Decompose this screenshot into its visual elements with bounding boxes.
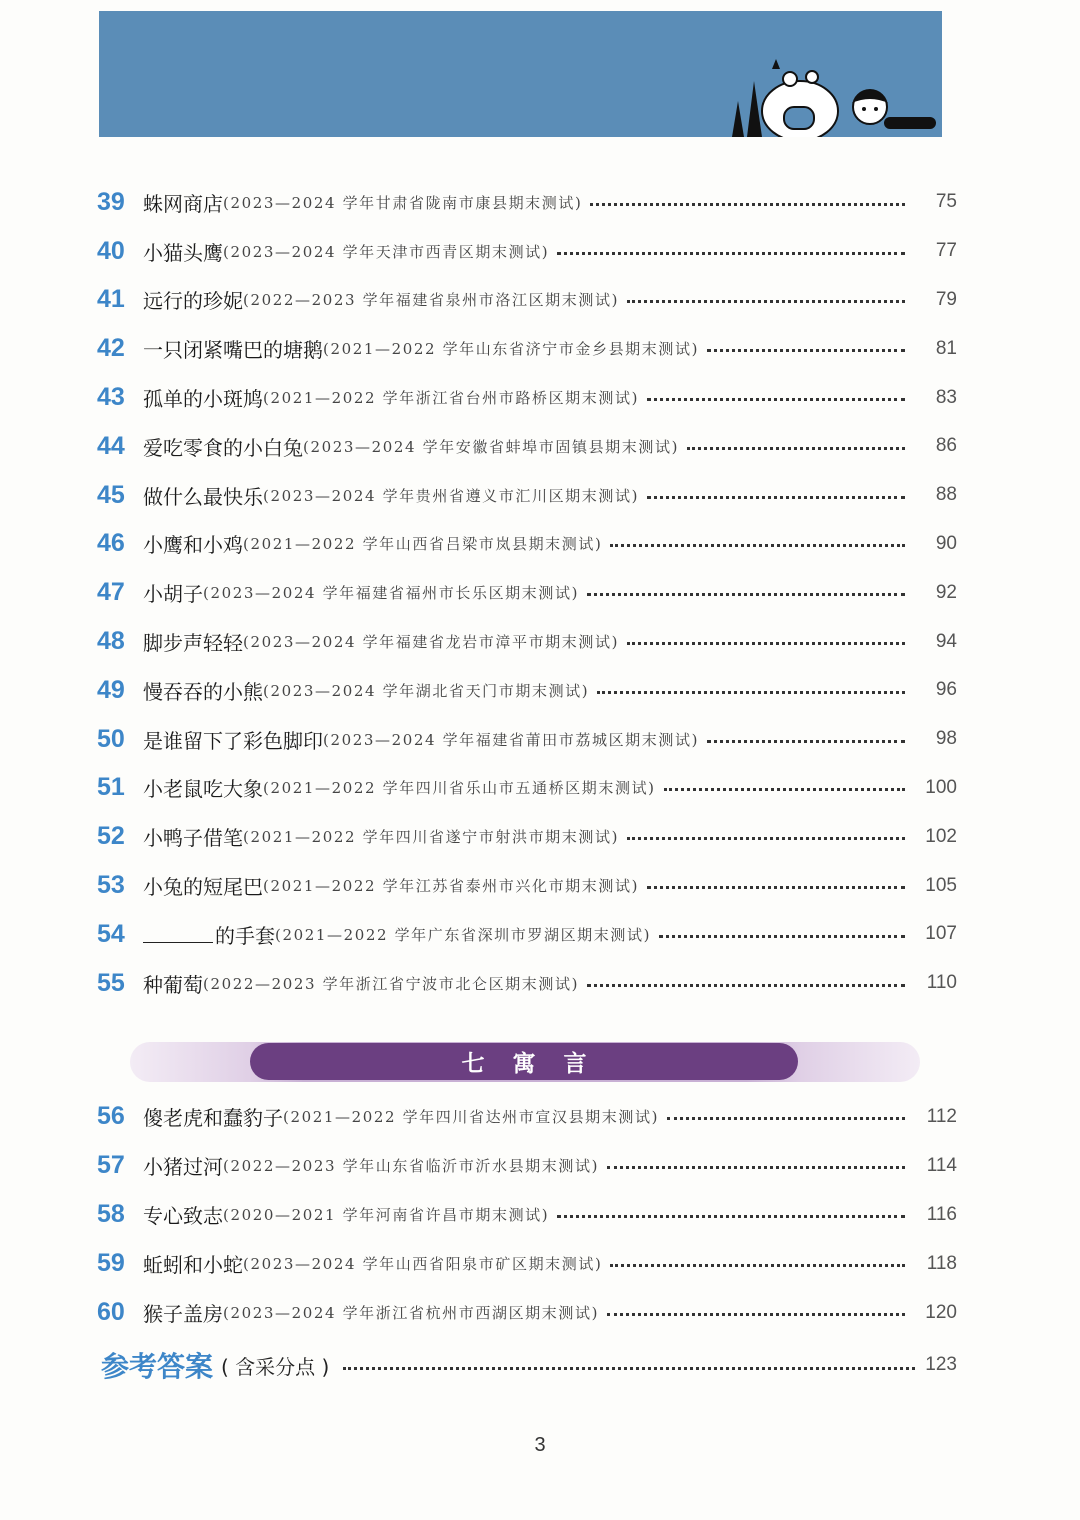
dot-leader <box>597 691 905 694</box>
entry-title: 种葡萄 <box>143 972 203 997</box>
entry-number: 53 <box>97 871 125 900</box>
entry-title: 慢吞吞的小熊 <box>143 679 263 704</box>
entry-source: (2023—2024 学年浙江省杭州市西湖区期末测试) <box>223 1304 600 1322</box>
toc-entry[interactable] <box>97 227 957 276</box>
entry-source: (2020—2021 学年河南省许昌市期末测试) <box>223 1206 550 1224</box>
entry-page: 96 <box>935 679 957 701</box>
entry-source: (2023—2024 学年湖北省天门市期末测试) <box>263 681 590 700</box>
entry-number: 47 <box>97 578 125 607</box>
entry-page: 79 <box>935 288 957 310</box>
entry-number: 40 <box>97 236 125 265</box>
header-illustration <box>692 11 942 137</box>
entry-page: 107 <box>925 923 957 945</box>
entry-page: 112 <box>926 1105 957 1127</box>
dot-leader <box>557 1215 905 1218</box>
toc-entry[interactable] <box>97 373 957 422</box>
entry-source: (2023—2024 学年安徽省蚌埠市固镇县期末测试) <box>303 437 680 456</box>
entry-title: 蚯蚓和小蛇 <box>143 1253 243 1277</box>
answer-key-subtitle: ( 含采分点 ) <box>221 1354 330 1379</box>
entry-title: 小猪过河 <box>143 1155 223 1179</box>
entry-number: 57 <box>97 1151 125 1179</box>
dot-leader <box>687 447 905 450</box>
entry-number: 39 <box>97 187 125 216</box>
entry-number: 45 <box>97 480 125 509</box>
entry-page: 114 <box>926 1154 957 1176</box>
entry-title: 做什么最快乐 <box>143 484 263 509</box>
entry-title: 专心致志 <box>143 1204 223 1228</box>
toc-section-six <box>97 178 957 1008</box>
entry-page: 77 <box>935 240 957 262</box>
entry-title: 脚步声轻轻 <box>143 631 243 656</box>
entry-number: 52 <box>97 822 125 851</box>
entry-page: 110 <box>926 972 957 994</box>
entry-page: 81 <box>935 337 957 359</box>
toc-section-seven <box>97 1092 957 1337</box>
toc-entry[interactable] <box>97 812 957 861</box>
entry-source: (2023—2024 学年贵州省遵义市汇川区期末测试) <box>263 486 640 505</box>
dot-leader <box>707 349 905 352</box>
toc-entry[interactable] <box>97 959 957 1008</box>
dot-leader <box>607 1166 905 1169</box>
dot-leader <box>587 984 905 987</box>
toc-entry[interactable] <box>97 568 957 617</box>
section-heading-bar <box>130 1042 920 1082</box>
toc-entry[interactable] <box>97 1239 957 1288</box>
entry-title: 远行的珍妮 <box>143 289 243 314</box>
entry-title: 小老鼠吃大象 <box>143 777 263 802</box>
toc-entry[interactable] <box>97 617 957 666</box>
entry-title: 小猫头鹰 <box>143 240 223 265</box>
dot-leader <box>647 886 905 889</box>
entry-source: (2021—2022 学年山西省吕梁市岚县期末测试) <box>243 535 603 554</box>
entry-source: (2022—2023 学年山东省临沂市沂水县期末测试) <box>223 1157 600 1175</box>
entry-title: 小鹰和小鸡 <box>143 533 243 558</box>
answer-key-entry[interactable] <box>101 1340 957 1390</box>
entry-number: 43 <box>97 383 125 412</box>
toc-entry[interactable] <box>97 764 957 813</box>
entry-number: 60 <box>97 1298 125 1326</box>
toc-entry[interactable] <box>97 178 957 227</box>
toc-entry[interactable] <box>97 276 957 325</box>
entry-title: 小鸭子借笔 <box>143 826 243 851</box>
entry-source: (2023—2024 学年山西省阳泉市矿区期末测试) <box>243 1255 603 1273</box>
entry-source: (2022—2023 学年浙江省宁波市北仑区期末测试) <box>203 974 580 993</box>
entry-title-text: 的手套 <box>215 923 275 948</box>
entry-page: 86 <box>935 435 957 457</box>
toc-entry[interactable] <box>97 324 957 373</box>
toc-entry[interactable] <box>97 471 957 520</box>
entry-page: 92 <box>935 581 957 603</box>
entry-page: 120 <box>925 1301 957 1323</box>
page-number: 3 <box>534 1434 546 1456</box>
entry-number: 56 <box>97 1102 125 1130</box>
entry-number: 49 <box>97 675 125 704</box>
header-banner <box>99 11 942 137</box>
dot-leader <box>557 252 905 255</box>
section-heading-text: 七寓言 <box>461 1051 615 1077</box>
entry-number: 59 <box>97 1249 125 1277</box>
entry-number: 48 <box>97 627 125 656</box>
entry-page: 116 <box>926 1203 957 1225</box>
dot-leader <box>587 593 905 596</box>
entry-page: 105 <box>925 874 957 896</box>
dot-leader <box>664 788 905 791</box>
entry-number: 51 <box>97 773 125 802</box>
entry-page: 75 <box>935 191 957 213</box>
entry-source: (2021—2022 学年四川省遂宁市射洪市期末测试) <box>243 828 620 847</box>
entry-title: 爱吃零食的小白兔 <box>143 435 303 460</box>
entry-source: (2023—2024 学年福建省福州市长乐区期末测试) <box>203 584 580 603</box>
toc-entry[interactable] <box>97 861 957 910</box>
answer-key-title: 参考答案 <box>101 1350 214 1383</box>
entry-title: 是谁留下了彩色脚印 <box>143 728 323 753</box>
entry-source: (2021—2022 学年广东省深圳市罗湖区期末测试) <box>275 925 652 944</box>
toc-entry[interactable] <box>97 422 957 471</box>
entry-number: 42 <box>97 334 125 363</box>
entry-page: 98 <box>935 728 957 750</box>
toc-entry[interactable] <box>97 1190 957 1239</box>
dot-leader <box>627 837 905 840</box>
entry-source: (2023—2024 学年福建省龙岩市漳平市期末测试) <box>243 633 620 652</box>
toc-entry[interactable] <box>97 520 957 569</box>
entry-page: 118 <box>926 1252 957 1274</box>
entry-number: 44 <box>97 431 125 460</box>
entry-page: 88 <box>935 484 957 506</box>
entry-number: 58 <box>97 1200 125 1228</box>
dot-leader <box>607 1313 905 1316</box>
dot-leader <box>610 544 905 547</box>
toc-entry[interactable] <box>97 1141 957 1190</box>
entry-source: (2023—2024 学年福建省莆田市荔城区期末测试) <box>323 730 700 749</box>
entry-number: 46 <box>97 529 125 558</box>
fill-in-blank <box>143 924 213 943</box>
toc-entry[interactable] <box>97 715 957 764</box>
entry-title: 蛛网商店 <box>143 191 223 216</box>
entry-page: 83 <box>935 386 957 408</box>
dot-leader <box>590 203 905 206</box>
dot-leader <box>343 1367 915 1370</box>
entry-title: 小胡子 <box>143 582 203 607</box>
entry-title: 猴子盖房 <box>143 1302 223 1326</box>
entry-number: 54 <box>97 919 125 948</box>
dot-leader <box>610 1264 905 1267</box>
toc-entry[interactable] <box>97 666 957 715</box>
entry-source: (2023—2024 学年甘肃省陇南市康县期末测试) <box>223 193 583 212</box>
entry-source: (2021—2022 学年山东省济宁市金乡县期末测试) <box>323 340 700 359</box>
entry-title: 一只闭紧嘴巴的塘鹅 <box>143 338 323 363</box>
entry-source: (2021—2022 学年四川省达州市宣汉县期末测试) <box>283 1108 660 1126</box>
dot-leader <box>627 300 905 303</box>
dot-leader <box>659 935 905 938</box>
dot-leader <box>667 1117 905 1120</box>
entry-source: (2022—2023 学年福建省泉州市洛江区期末测试) <box>243 291 620 310</box>
dot-leader <box>647 496 905 499</box>
entry-number: 50 <box>97 724 125 753</box>
entry-number: 41 <box>97 285 125 314</box>
dot-leader <box>627 642 905 645</box>
entry-number: 55 <box>97 968 125 997</box>
entry-source: (2021—2022 学年浙江省台州市路桥区期末测试) <box>263 389 640 408</box>
entry-title: 小兔的短尾巴 <box>143 875 263 900</box>
entry-title <box>143 920 275 949</box>
toc-entry[interactable] <box>97 1288 957 1337</box>
answer-key-page: 123 <box>925 1354 957 1375</box>
section-heading-pill <box>250 1043 798 1080</box>
dot-leader <box>707 740 905 743</box>
entry-source: (2021—2022 学年四川省乐山市五通桥区期末测试) <box>263 779 656 798</box>
toc-entry[interactable] <box>97 910 957 959</box>
entry-page: 100 <box>925 776 957 798</box>
dot-leader <box>647 398 905 401</box>
entry-title: 孤单的小斑鸠 <box>143 387 263 412</box>
entry-page: 94 <box>935 630 957 652</box>
entry-page: 102 <box>925 825 957 847</box>
entry-title: 傻老虎和蠢豹子 <box>143 1106 283 1130</box>
entry-page: 90 <box>935 532 957 554</box>
entry-source: (2021—2022 学年江苏省泰州市兴化市期末测试) <box>263 877 640 896</box>
entry-source: (2023—2024 学年天津市西青区期末测试) <box>223 242 550 261</box>
toc-entry[interactable] <box>97 1092 957 1141</box>
